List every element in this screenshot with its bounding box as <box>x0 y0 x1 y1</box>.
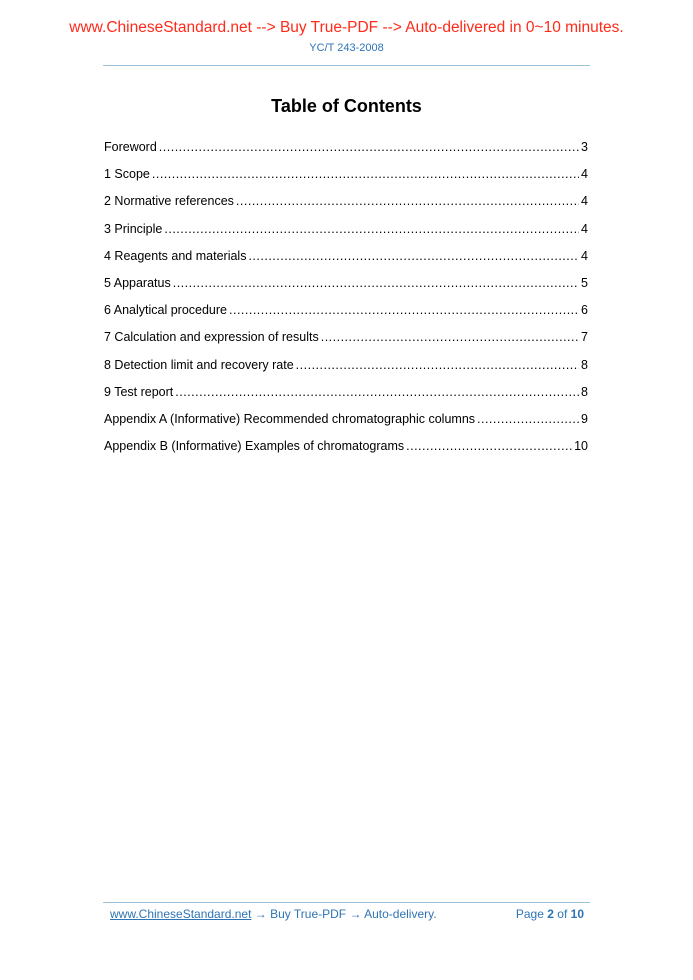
dot-leader <box>248 248 579 264</box>
toc-entry-page: 4 <box>581 221 588 236</box>
header-divider <box>103 65 590 66</box>
toc-entry-scope[interactable] <box>104 166 588 193</box>
toc-entry-label: Appendix A (Informative) Recommended chromatographic columns <box>104 411 476 426</box>
toc-entry-detection-limit[interactable] <box>104 357 588 384</box>
page-of: of <box>557 907 568 921</box>
page-total: 10 <box>570 907 584 921</box>
toc-entry-label: 2 Normative references <box>104 194 234 209</box>
toc-entry-reagents[interactable] <box>104 248 588 275</box>
toc-entry-page: 5 <box>581 275 588 290</box>
toc-entry-test-report[interactable] <box>104 384 588 411</box>
toc-entry-label: Appendix B (Informative) Examples of chromatograms <box>104 439 405 454</box>
dot-leader <box>175 384 579 400</box>
toc-entry-principle[interactable] <box>104 221 588 248</box>
promo-banner[interactable]: www.ChineseStandard.net --> Buy True-PDF --> Auto-delivered in 0~10 minutes. <box>69 19 624 36</box>
page-word: Page <box>515 907 544 921</box>
toc-entry-page: 6 <box>581 303 588 318</box>
toc-entry-apparatus[interactable] <box>104 275 588 302</box>
page-indicator <box>516 906 584 922</box>
toc-entry-label: 7 Calculation and expression of results <box>104 330 319 345</box>
toc-entry-page: 3 <box>581 140 588 154</box>
toc-entry-page: 4 <box>581 248 588 263</box>
dot-leader <box>229 302 579 318</box>
toc-entry-page: 8 <box>581 384 588 399</box>
toc-entry-page: 4 <box>581 194 588 209</box>
dot-leader <box>321 329 579 345</box>
dot-leader <box>173 275 579 291</box>
dot-leader <box>164 221 579 237</box>
dot-leader <box>296 357 579 373</box>
toc-entry-label: Foreword <box>104 140 157 154</box>
toc-entry-calculation[interactable] <box>104 329 588 356</box>
document-code: YC/T 243-2008 <box>309 42 384 54</box>
dot-leader <box>236 193 579 209</box>
toc-entry-label: 5 Apparatus <box>104 275 171 290</box>
dot-leader <box>477 411 579 427</box>
toc-entry-page: 8 <box>581 357 588 372</box>
footer-divider <box>103 902 590 903</box>
dot-leader <box>406 438 572 454</box>
toc-entry-page: 9 <box>581 411 588 426</box>
toc-entry-label: 1 Scope <box>104 167 150 182</box>
toc-entry-label: 8 Detection limit and recovery rate <box>104 357 294 372</box>
toc-entry-page: 4 <box>581 167 588 182</box>
toc-entry-analytical-procedure[interactable] <box>104 302 588 329</box>
toc-entry-normative-references[interactable] <box>104 193 588 220</box>
footer-tagline: → Buy True-PDF → Auto-delivery. <box>251 907 437 921</box>
toc-entry-label: 6 Analytical procedure <box>104 303 227 318</box>
toc-entry-label: 3 Principle <box>104 221 163 236</box>
toc-entry-page: 10 <box>574 439 588 454</box>
toc-entry-appendix-b[interactable] <box>104 438 588 465</box>
toc-entry-label: 4 Reagents and materials <box>104 248 247 263</box>
dot-leader <box>159 139 579 155</box>
toc-entry-foreword[interactable] <box>104 139 588 166</box>
toc-entry-label: 9 Test report <box>104 384 174 399</box>
table-of-contents <box>104 139 588 465</box>
page-title: Table of Contents <box>271 96 422 116</box>
footer-site-link[interactable]: www.ChineseStandard.net <box>110 907 252 921</box>
toc-entry-page: 7 <box>581 330 588 345</box>
dot-leader <box>152 166 579 182</box>
toc-entry-appendix-a[interactable] <box>104 411 588 438</box>
page-current: 2 <box>547 907 554 921</box>
page-footer <box>110 906 584 922</box>
